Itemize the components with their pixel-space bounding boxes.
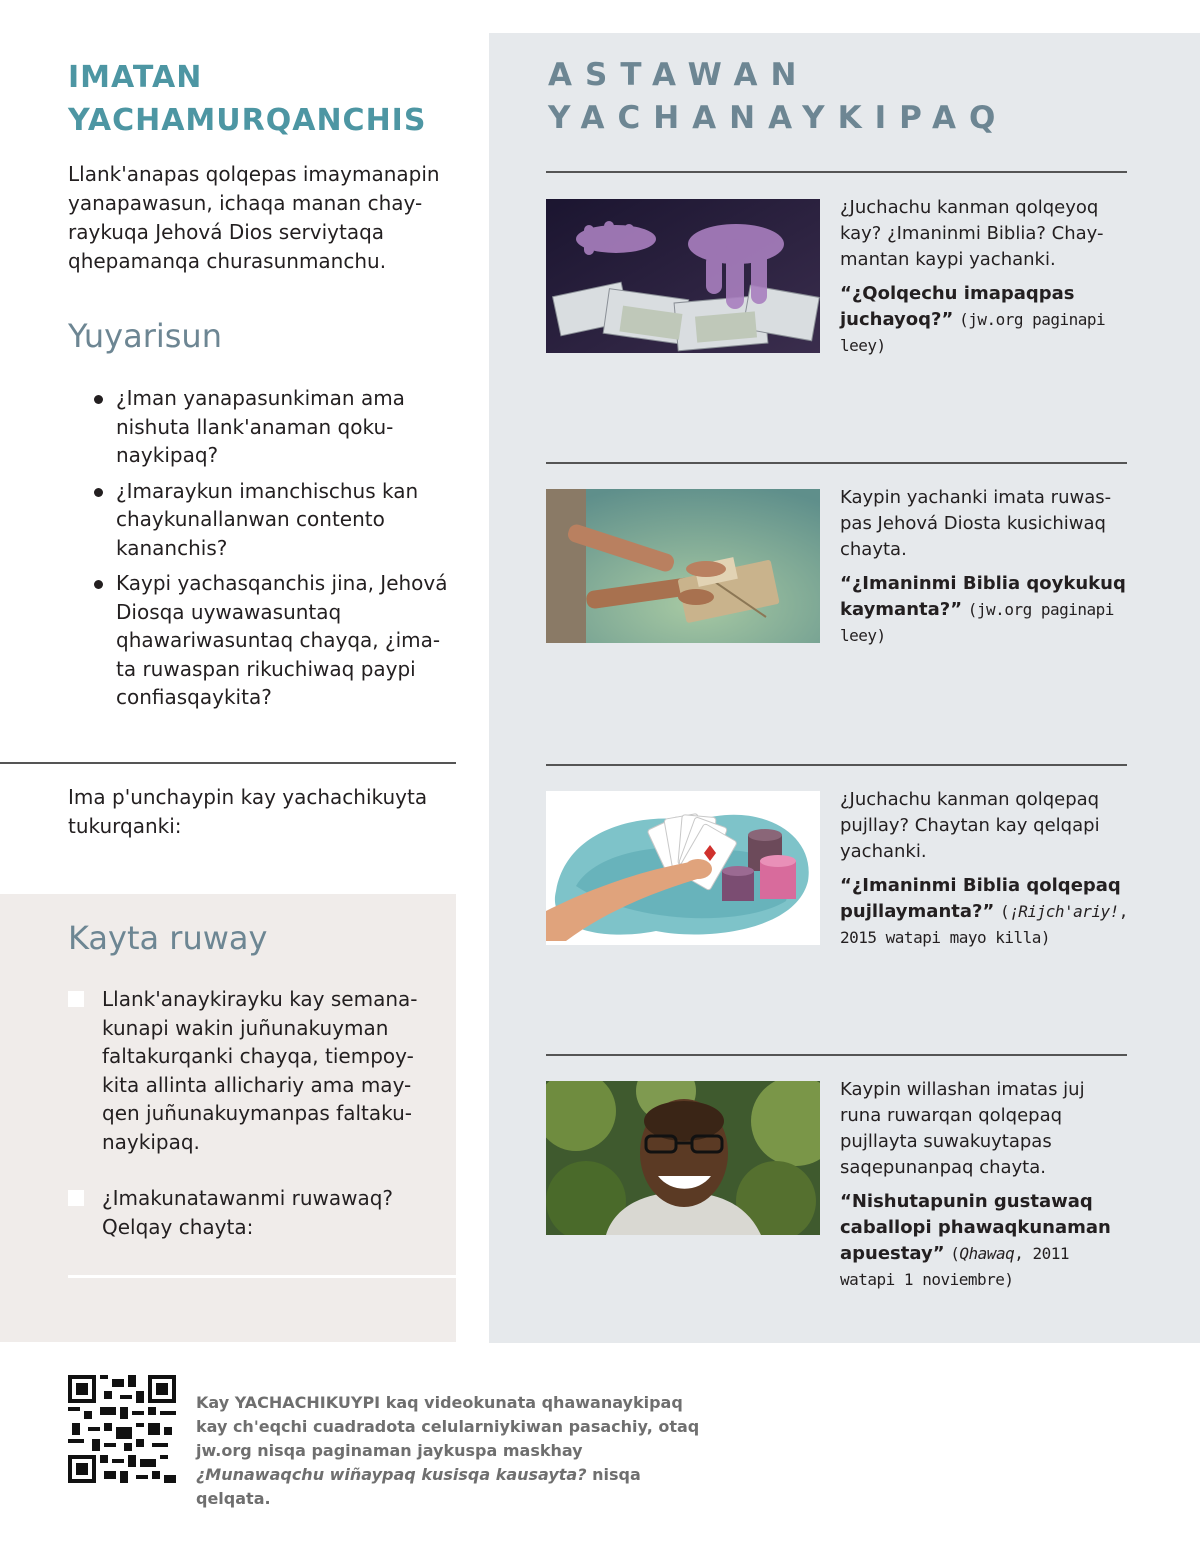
smiling-man-image: [546, 1081, 820, 1235]
resource-item: [840, 787, 1130, 951]
resource-description: Kaypin willashan imatas juj runa ruwarqan qolqepaq pujllayta suwakuytapas saqepunanpaq chayta.: [840, 1079, 1085, 1178]
todo-heading: Kayta ruway: [68, 919, 268, 957]
checkbox[interactable]: [68, 1190, 84, 1206]
page-title: [68, 56, 468, 142]
resource-title[interactable]: “Nishutapunin gustawaq caballopi phawaqkunaman apuestay”: [840, 1191, 1111, 1264]
resource-source: (jw.org paginapi leey): [840, 310, 1106, 355]
list-item: ¿Iman yanapasunkiman ama nishuta llank'anaman qoku-naykipaq?: [92, 384, 452, 470]
resource-title[interactable]: “¿Imaninmi Biblia qoykukuq kaymanta?”: [840, 573, 1126, 620]
section-divider: [546, 764, 1127, 766]
intro-paragraph: Llank'anapas qolqepas imaymanapin yanapawasun, ichaqa manan chay-raykuqa Jehová Dios serviytaqa qhepamanqa churasunmanchu.: [68, 162, 440, 273]
resource-description: ¿Juchachu kanman qolqepaq pujllay? Chaytan kay qelqapi yachanki.: [840, 789, 1100, 862]
writing-line: [68, 1275, 456, 1278]
further-study-title-line2: YACHANAYKIPAQ: [548, 100, 1009, 136]
playing-cards-image: [546, 791, 820, 945]
further-study-title: [548, 54, 1008, 140]
resource-description: Kaypin yachanki imata ruwas-pas Jehová Diosta kusichiwaq chayta.: [840, 487, 1112, 560]
todo-item: [68, 985, 428, 1156]
section-divider: [0, 762, 456, 764]
money-hands-image: [546, 199, 820, 353]
qr-code-icon[interactable]: [68, 1375, 176, 1483]
checkbox[interactable]: [68, 991, 84, 1007]
questions-heading: Yuyarisun: [68, 317, 222, 355]
section-divider: [546, 462, 1127, 464]
page-title-line2: YACHAMURQANCHIS: [68, 103, 427, 138]
completion-date-prompt: Ima p'unchaypin kay yachachikuyta tukurqanki:: [68, 785, 428, 838]
todo-item-text: Llank'anaykirayku kay semana-kunapi wakin juñunakuyman faltakurqanki chayqa, tiempoy-kita allinta allichariy ama may-qen juñunakuymanpas faltaku-naykipaq.: [102, 987, 418, 1154]
resource-title[interactable]: “¿Qolqechu imapaqpas juchayoq?”: [840, 283, 1075, 330]
further-study-title-line1: ASTAWAN: [548, 57, 810, 93]
resource-item: [840, 1077, 1130, 1293]
resource-item: [840, 195, 1130, 359]
todo-item: [68, 1184, 428, 1241]
list-item: Kaypi yachasqanchis jina, Jehová Diosqa uywawasuntaq qhawariwasuntaq chayqa, ¿ima-ta ruwaspan rikuchiwaq paypi confiasqaykita?: [92, 569, 452, 712]
page-title-line1: IMATAN: [68, 60, 203, 95]
resource-title[interactable]: “¿Imaninmi Biblia qolqepaq pujllaymanta?”: [840, 875, 1121, 922]
resource-item: [840, 485, 1130, 649]
footer-instructions: Kay YACHACHIKUYPI kaq videokunata qhawanaykipaq kay ch'eqchi cuadradota celularniykiwan pasachiy, otaq jw.org nisqa paginaman jaykuspa maskhay ¿Munawaqchu wiñaypaq kusisqa kausayta? nisqa qelqata.: [196, 1393, 700, 1508]
section-divider: [546, 1054, 1127, 1056]
todo-item-text: ¿Imakunatawanmi ruwawaq? Qelqay chayta:: [102, 1186, 394, 1239]
question-list: [92, 384, 452, 719]
resource-source: (Qhawaq, 2011 watapi 1 noviembre): [840, 1244, 1069, 1289]
resource-source: (jw.org paginapi leey): [840, 600, 1114, 645]
section-divider: [546, 171, 1127, 173]
package-hands-image: [546, 489, 820, 643]
resource-description: ¿Juchachu kanman qolqeyoq kay? ¿Imaninmi Biblia? Chay-mantan kaypi yachanki.: [840, 197, 1104, 270]
resource-source: (¡Rijch'ariy!, 2015 watapi mayo killa): [840, 902, 1128, 947]
list-item: ¿Imaraykun imanchischus kan chaykunallanwan contento kananchis?: [92, 477, 452, 563]
